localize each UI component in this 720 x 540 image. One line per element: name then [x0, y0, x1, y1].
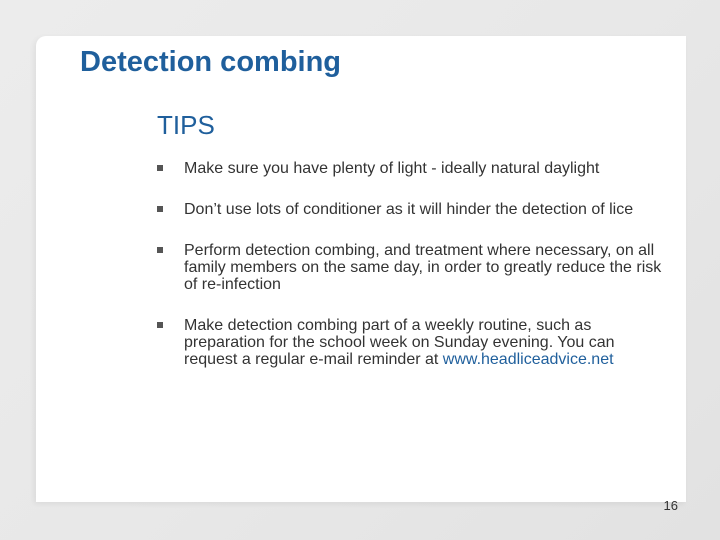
bullet-text: Make sure you have plenty of light - ideally natural daylight: [184, 160, 600, 177]
page-number: 16: [663, 498, 678, 513]
square-bullet-icon: [157, 322, 163, 328]
bullet-text: Don’t use lots of conditioner as it will hinder the detection of lice: [184, 201, 634, 218]
bullet-text: Perform detection combing, and treatment where necessary, on all family members on the same day, in order to greatly reduce the risk of re-infection: [184, 242, 662, 293]
bullet-item-lighting: [157, 160, 667, 177]
section-heading-tips: TIPS: [157, 110, 215, 140]
bullet-text: Make detection combing part of a weekly routine, such as preparation for the school week on Sunday evening. You can request a regular e-mail reminder at: [184, 317, 615, 368]
headliceadvice-link[interactable]: www.headliceadvice.net: [442, 351, 614, 368]
slide-title: Detection combing: [80, 46, 342, 78]
bullet-item-family-combing: [157, 242, 667, 293]
bullet-item-weekly-routine: [157, 317, 667, 368]
square-bullet-icon: [157, 206, 163, 212]
tips-bullet-list: [157, 160, 667, 392]
square-bullet-icon: [157, 165, 163, 171]
bullet-item-conditioner: [157, 201, 667, 218]
square-bullet-icon: [157, 247, 163, 253]
